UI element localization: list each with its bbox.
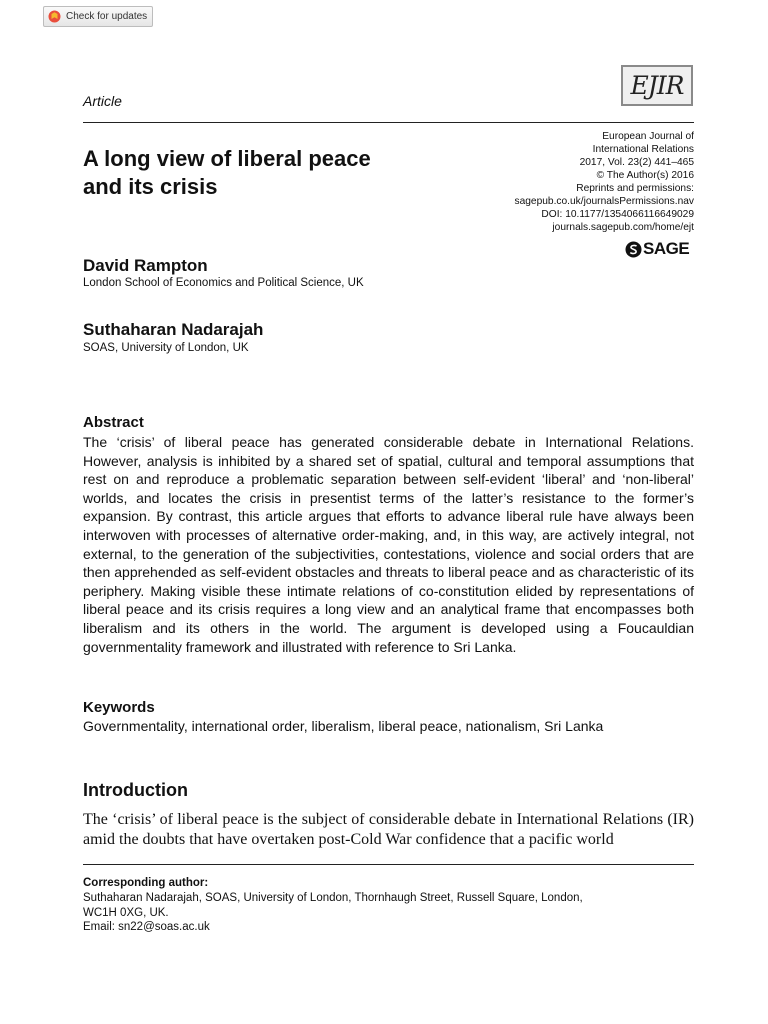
crossmark-icon: [48, 10, 61, 23]
sage-s-icon: [625, 241, 642, 258]
author-affiliation: SOAS, University of London, UK: [83, 342, 249, 354]
corresponding-author-line: Suthaharan Nadarajah, SOAS, University of London, Thornhaugh Street, Russell Square, London,: [83, 891, 583, 904]
journal-metadata: [434, 130, 694, 234]
journal-meta-line: 2017, Vol. 23(2) 441–465: [579, 157, 694, 168]
journal-meta-line: Reprints and permissions:: [576, 183, 694, 194]
journal-meta-line: European Journal of: [602, 131, 694, 142]
journal-doi[interactable]: DOI: 10.1177/1354066116649029: [541, 209, 694, 220]
journal-homepage-link[interactable]: journals.sagepub.com/home/ejt: [552, 222, 694, 233]
corresponding-author-heading: Corresponding author:: [83, 877, 209, 889]
introduction-text: The ‘crisis’ of liberal peace is the subject of considerable debate in International Relations (IR) amid the doubts that have overtaken post-Cold War confidence that a pacific world: [83, 811, 694, 848]
check-for-updates-label: Check for updates: [66, 11, 148, 22]
author-name: David Rampton: [83, 256, 208, 275]
journal-meta-link[interactable]: sagepub.co.uk/journalsPermissions.nav: [514, 196, 694, 207]
author-name: Suthaharan Nadarajah: [83, 320, 264, 339]
article-title: A long view of liberal peace and its crisis: [83, 146, 371, 199]
journal-meta-line: © The Author(s) 2016: [596, 170, 694, 181]
abstract-heading: Abstract: [83, 414, 144, 431]
journal-meta-line: International Relations: [592, 144, 694, 155]
corresponding-author-note: [83, 876, 694, 935]
journal-logo-text: EJIR: [630, 71, 684, 100]
keywords-text: Governmentality, international order, liberalism, liberal peace, nationalism, Sri Lanka: [83, 718, 604, 734]
journal-logo: [621, 65, 693, 106]
abstract-text: The ‘crisis’ of liberal peace has generated considerable debate in International Relations. However, analysis is inhibited by a shared set of spatial, cultural and temporal assumptions that rest on and reproduce a problematic separation between self-evident ‘liberal’ and ‘non-liberal’ worlds, and locates the crisis in presentist terms of the latter’s resistance to the former’s expansion. By contrast, this article argues that efforts to advance liberal rule have always been interwoven with processes of alternative order-making, and, in this way, are actively integral, not external, to the generation of the subjectivities, contestations, violence and social orders that are then apprehended as self-evident obstacles and threats to liberal peace and as characteristic of its periphery. Making visible these intimate relations of co-constitution elided by representations of liberal peace and its crisis requires a long view and an analytical frame that encompasses both liberalism and its others in the world. The argument is developed using a Foucauldian governmentality framework and illustrated with reference to Sri Lanka.: [83, 434, 694, 655]
keywords-heading: Keywords: [83, 699, 155, 716]
header-divider: [83, 122, 694, 123]
corresponding-author-email[interactable]: Email: sn22@soas.ac.uk: [83, 921, 210, 934]
footnote-divider: [83, 864, 694, 865]
corresponding-author-line: WC1H 0XG, UK.: [83, 906, 169, 919]
introduction-heading: Introduction: [83, 780, 188, 800]
check-for-updates-button[interactable]: [43, 6, 153, 27]
author-affiliation: London School of Economics and Political Science, UK: [83, 277, 364, 289]
article-type: Article: [83, 93, 122, 109]
sage-wordmark: SAGE: [643, 239, 690, 258]
sage-logo: [625, 239, 689, 259]
